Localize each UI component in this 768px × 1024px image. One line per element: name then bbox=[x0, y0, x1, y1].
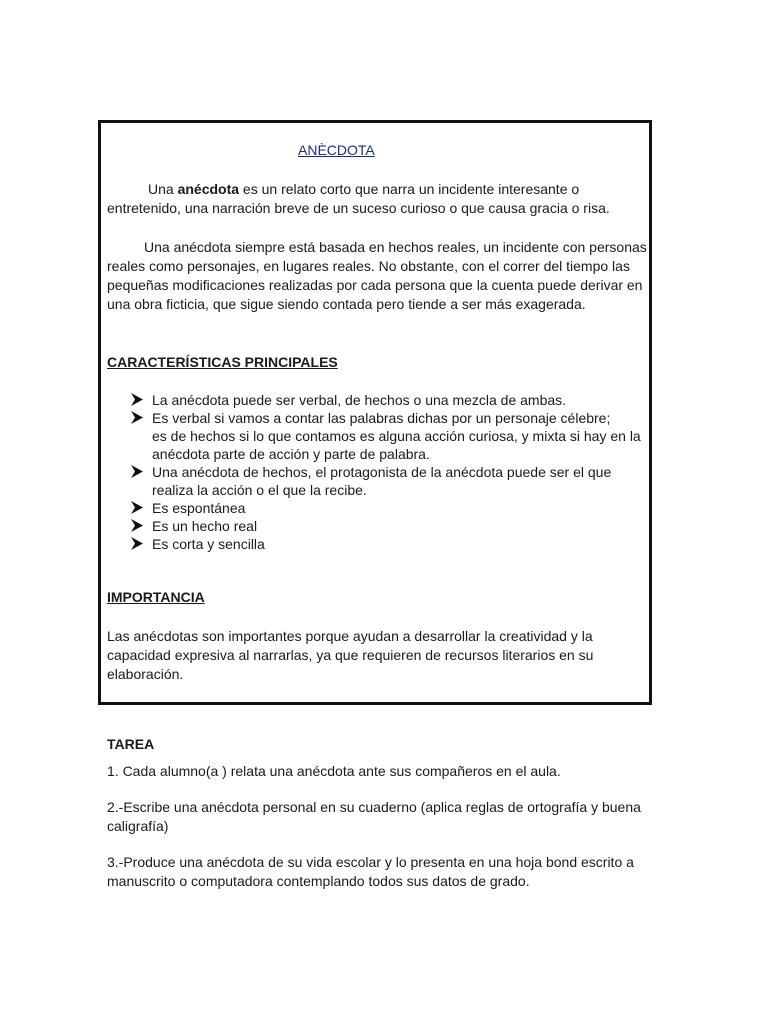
characteristic-text: Es un hecho real bbox=[152, 518, 258, 534]
intro-text-start: Una bbox=[148, 181, 178, 197]
characteristic-item bbox=[107, 391, 647, 409]
intro-paragraph-1 bbox=[107, 180, 647, 218]
characteristic-item bbox=[107, 517, 647, 535]
arrowhead-bullet-icon bbox=[131, 393, 143, 406]
task-item-1: 1. Cada alumno(a ) relata una anécdota ante sus compañeros en el aula. bbox=[107, 763, 561, 779]
arrowhead-bullet-icon bbox=[131, 465, 143, 478]
characteristic-continuation: es de hechos si lo que contamos es alguna acción curiosa, y mixta si hay en la anécdota parte de acción y parte de palabra. bbox=[152, 428, 641, 462]
tarea-heading: TAREA bbox=[107, 736, 155, 752]
intro-text-end: es un relato corto que narra un incidente interesante o entretenido, una narración breve de un suceso curioso o que causa gracia o risa. bbox=[107, 181, 610, 216]
anecdota-bold-term: anécdota bbox=[177, 181, 240, 197]
characteristic-text: Es espontánea bbox=[152, 500, 246, 516]
arrowhead-bullet-icon bbox=[131, 519, 143, 532]
characteristic-text: Es verbal si vamos a contar las palabras dichas por un personaje célebre; bbox=[152, 410, 611, 426]
arrowhead-bullet-icon bbox=[131, 537, 143, 550]
characteristics-list bbox=[107, 391, 647, 553]
importance-heading: IMPORTANCIA bbox=[107, 589, 205, 605]
intro-paragraph-2-text: Una anécdota siempre está basada en hechos reales, un incidente con personas reales como personajes, en lugares reales. No obstante, con el correr del tiempo las pequeñas modificaciones realizadas por cada persona que la cuenta puede derivar en una obra ficticia, que sigue siendo contada pero tiende a ser más exagerada. bbox=[107, 239, 647, 312]
importance-paragraph: Las anécdotas son importantes porque ayudan a desarrollar la creatividad y la capacidad expresiva al narrarlas, ya que requieren de recursos literarios en su elaboración. bbox=[107, 628, 594, 682]
characteristics-heading: CARACTERÍSTICAS PRINCIPALES bbox=[107, 354, 338, 370]
characteristic-text: Una anécdota de hechos, el protagonista de la anécdota puede ser el que realiza la acción o el que la recibe. bbox=[152, 464, 612, 498]
characteristic-item bbox=[107, 499, 647, 517]
arrowhead-bullet-icon bbox=[131, 501, 143, 514]
arrowhead-bullet-icon bbox=[131, 411, 143, 424]
task-item-3: 3.-Produce una anécdota de su vida escolar y lo presenta en una hoja bond escrito a manuscrito o computadora contemplando todos sus datos de grado. bbox=[107, 854, 634, 889]
characteristic-item bbox=[107, 463, 647, 499]
characteristic-text: La anécdota puede ser verbal, de hechos o una mezcla de ambas. bbox=[152, 392, 567, 408]
task-item-2: 2.-Escribe una anécdota personal en su cuaderno (aplica reglas de ortografía y buena caligrafía) bbox=[107, 799, 641, 834]
intro-paragraph-2 bbox=[107, 238, 647, 314]
characteristic-text: Es corta y sencilla bbox=[152, 536, 265, 552]
document-title: ANÈCDOTA bbox=[298, 142, 375, 158]
characteristic-item bbox=[107, 535, 647, 553]
characteristic-item bbox=[107, 409, 647, 463]
